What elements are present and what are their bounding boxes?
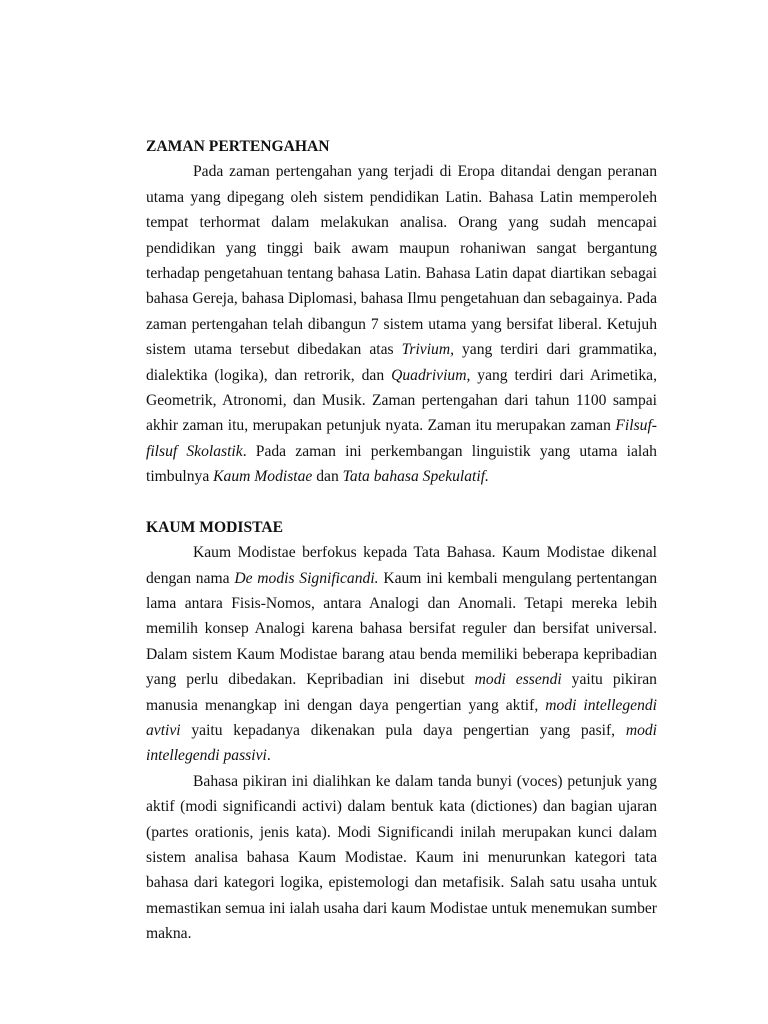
italic-term-quadrivium: Quadrivium, (391, 366, 471, 384)
text-run: Kaum Modistae berfokus kepada Tata Bahasa. Kaum Modistae dikenal dengan nama (146, 544, 657, 587)
text-run: Pada zaman pertengahan yang terjadi di Eropa ditandai dengan peranan utama yang dipegang oleh sistem pendidikan Latin. Bahasa Latin memperoleh tempat terhormat dalam melakukan analisa. Orang yang sudah mencapai pendidikan yang tinggi baik awam maupun rohaniwan sangat bergantung terhadap pengetahuan tentang bahasa Latin. Bahasa Latin dapat diartikan sebagai bahasa Gereja, bahasa Diplomasi, bahasa Ilmu pengetahuan dan sebagainya. Pada zaman pertengahan telah dibangun 7 sistem utama yang bersifat liberal. Ketujuh sistem utama tersebut dibedakan atas (146, 163, 657, 359)
italic-term-modi-intellegendi-passivi: modi intellegendi passivi (146, 721, 657, 765)
italic-term-de-modis-significandi: De modis Significandi. (234, 569, 379, 587)
italic-term-tata-bahasa-spekulatif: Tata bahasa Spekulatif. (342, 468, 489, 486)
text-run: . Pada zaman ini perkembangan linguistik yang utama ialah timbulnya (146, 442, 657, 486)
section-heading-kaum-modistae: KAUM MODISTAE (146, 518, 284, 536)
italic-term-modi-essendi: modi essendi (474, 671, 562, 689)
paragraph-kaum-modistae-2 (146, 769, 657, 947)
text-run: Kaum ini kembali mengulang pertentangan lama antara Fisis-Nomos, antara Analogi dan Anomali. Tetapi mereka lebih memilih konsep Analogi karena bahasa bersifat reguler dan bersifat universal. Dalam sistem Kaum Modistae barang atau benda memiliki beberapa kepribadian yang perlu dibedakan. Kepribadian ini disebut (146, 569, 657, 689)
italic-term-trivium: Trivium, (401, 341, 455, 359)
text-run: yang terdiri dari grammatika, dialektika (logika), dan retrorik, dan (146, 341, 657, 384)
document-page (146, 134, 657, 947)
italic-term-modi-intellegendi-avtivi: modi intellegendi avtivi (146, 696, 657, 739)
italic-term-kaum-modistae: Kaum Modistae (213, 468, 313, 486)
section-spacer (146, 490, 657, 515)
italic-term-filsuf-skolastik: Filsuf-filsuf Skolastik (146, 417, 657, 460)
text-run: Bahasa pikiran ini dialihkan ke dalam tanda bunyi (voces) petunjuk yang aktif (modi significandi activi) dalam bentuk kata (dictiones) dan bagian ujaran (partes orationis, jenis kata). Modi Significandi inilah merupakan kunci dalam sistem analisa bahasa Kaum Modistae. Kaum ini menurunkan kategori tata bahasa dari kategori logika, epistemologi dan metafisik. Salah satu usaha untuk memastikan semua ini ialah usaha dari kaum Modistae untuk menemukan sumber makna. (146, 772, 657, 943)
text-run: yaitu kepadanya dikenakan pula daya pengertian yang pasif, (180, 721, 626, 739)
section-heading-zaman-pertengahan: ZAMAN PERTENGAHAN (146, 138, 330, 155)
paragraph-kaum-modistae-1 (146, 540, 657, 769)
text-run: yang terdiri dari Arimetika, Geometrik, Atronomi, dan Musik. Zaman pertengahan dari tahun 1100 sampai akhir zaman itu, merupakan petunjuk nyata. Zaman itu merupakan zaman (146, 366, 657, 435)
text-run: yaitu pikiran manusia menangkap ini dengan daya pengertian yang aktif, (146, 671, 657, 714)
paragraph-zaman-pertengahan (146, 159, 657, 489)
text-run: . (266, 747, 271, 765)
text-run: dan (312, 468, 343, 486)
